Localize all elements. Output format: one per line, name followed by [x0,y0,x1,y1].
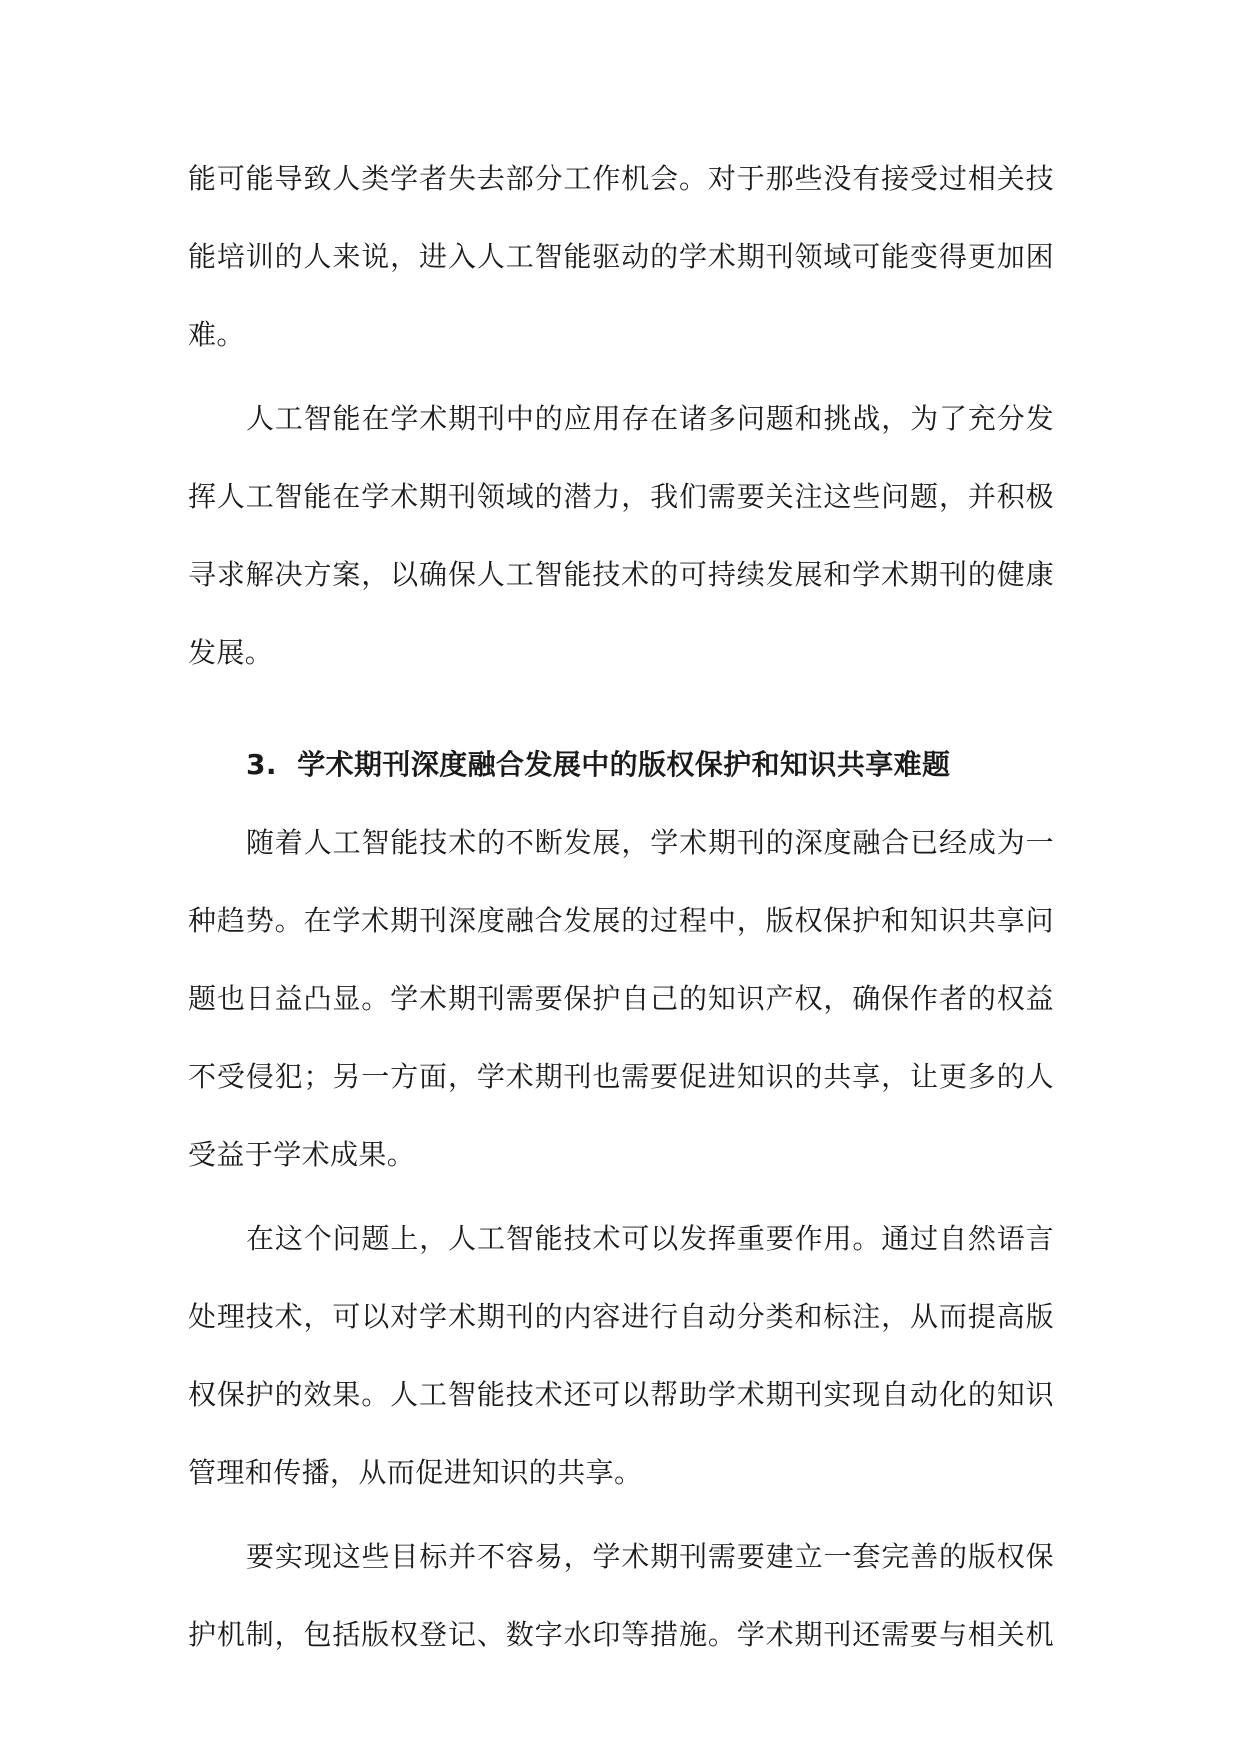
paragraph [188,804,1054,1194]
text-line: 难。 [188,318,245,351]
text-line: 随着人工智能技术的不断发展，学术期刊的深度融合已经成为一 [246,826,1054,859]
text-line: 在这个问题上，人工智能技术可以发挥重要作用。通过自然语言 [246,1222,1054,1255]
text-line: 题也日益凸显。学术期刊需要保护自己的知识产权，确保作者的权益 [188,982,1054,1015]
text-line: 发展。 [188,636,274,669]
text-line: 管理和传播，从而促进知识的共享。 [188,1456,643,1489]
text-line: 受益于学术成果。 [188,1138,416,1171]
section-title: 学术期刊深度融合发展中的版权保护和知识共享难题 [297,748,951,781]
document-body [188,140,1054,1674]
text-line: 能培训的人来说，进入人工智能驱动的学术期刊领域可能变得更加困 [188,240,1054,273]
text-line: 权保护的效果。人工智能技术还可以帮助学术期刊实现自动化的知识 [188,1378,1054,1411]
text-line: 人工智能在学术期刊中的应用存在诸多问题和挑战，为了充分发 [246,402,1054,435]
paragraph [188,1200,1054,1512]
paragraph [188,380,1054,692]
text-line: 要实现这些目标并不容易，学术期刊需要建立一套完善的版权保 [246,1540,1054,1573]
text-line: 处理技术，可以对学术期刊的内容进行自动分类和标注，从而提高版 [188,1300,1054,1333]
text-line: 种趋势。在学术期刊深度融合发展的过程中，版权保护和知识共享问 [188,904,1054,937]
text-line: 寻求解决方案，以确保人工智能技术的可持续发展和学术期刊的健康 [188,558,1054,591]
text-line: 能可能导致人类学者失去部分工作机会。对于那些没有接受过相关技 [188,162,1054,195]
section-number: 3. [246,748,277,781]
paragraph [188,140,1054,374]
paragraph [188,1518,1054,1674]
text-line: 挥人工智能在学术期刊领域的潜力，我们需要关注这些问题，并积极 [188,480,1054,513]
text-line: 不受侵犯；另一方面，学术期刊也需要促进知识的共享，让更多的人 [188,1060,1054,1093]
text-line: 护机制，包括版权登记、数字水印等措施。学术期刊还需要与相关机 [188,1618,1054,1651]
section-heading [188,726,1054,804]
